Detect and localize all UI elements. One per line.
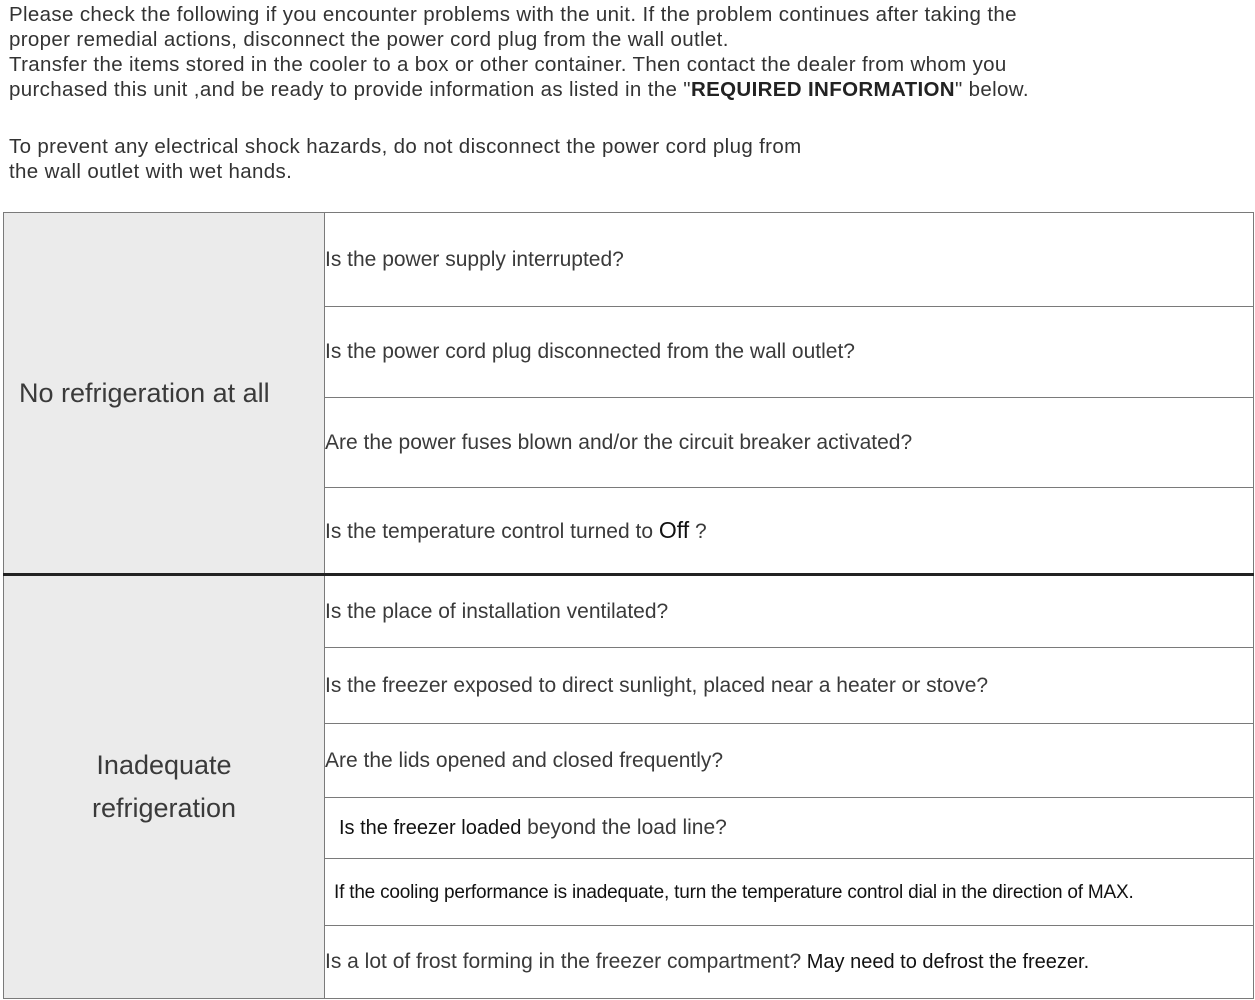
intro-p1-line2: proper remedial actions, disconnect the power cord plug from the wall outlet. xyxy=(9,28,729,51)
intro-text xyxy=(9,2,1249,184)
check-cell xyxy=(325,724,1254,798)
check-cell xyxy=(325,307,1254,398)
intro-paragraph-2 xyxy=(9,52,1249,102)
table-row xyxy=(4,575,1254,648)
cause-label: No refrigeration at all xyxy=(19,377,270,408)
check-cell xyxy=(325,488,1254,575)
warning-line1: To prevent any electrical shock hazards, do not disconnect the power cord plug from xyxy=(9,135,802,158)
check-cell xyxy=(325,926,1254,999)
check-text: Is a lot of frost forming in the freezer compartment? xyxy=(325,950,802,973)
check-text: Is the place of installation ventilated? xyxy=(325,599,669,623)
check-text: If the cooling performance is inadequate, turn the temperature control dial in the direction of MAX. xyxy=(334,882,1134,903)
check-cell xyxy=(325,398,1254,488)
intro-p1-line1: Please check the following if you encounter problems with the unit. If the problem continues after taking the xyxy=(9,3,1017,26)
check-text: Is the freezer loaded xyxy=(339,817,522,839)
check-cell xyxy=(325,798,1254,859)
check-text-suffix: ? xyxy=(689,520,707,543)
cause-label-line2: refrigeration xyxy=(91,793,237,823)
check-text-suffix: beyond the load line? xyxy=(521,816,727,839)
check-cell xyxy=(325,859,1254,926)
check-text: Is the temperature control turned to xyxy=(325,520,659,543)
check-cell xyxy=(325,213,1254,307)
remedy-text: May need to defrost the freezer. xyxy=(801,951,1090,973)
intro-paragraph-1 xyxy=(9,2,1249,52)
required-information-label: REQUIRED INFORMATION xyxy=(690,78,955,101)
warning-paragraph xyxy=(9,134,1249,184)
check-text: Are the power fuses blown and/or the circuit breaker activated? xyxy=(325,430,913,454)
warning-line2: the wall outlet with wet hands. xyxy=(9,160,293,183)
troubleshooting-table xyxy=(3,212,1254,999)
check-cell xyxy=(325,575,1254,648)
cause-cell-no-refrigeration xyxy=(4,213,325,575)
check-text: Is the power cord plug disconnected from the wall outlet? xyxy=(325,340,855,363)
check-text: Is the freezer exposed to direct sunlight, placed near a heater or stove? xyxy=(325,673,989,697)
cause-label-line1: Inadequate xyxy=(96,750,232,780)
table-row xyxy=(4,213,1254,307)
check-text: Are the lids opened and closed frequently? xyxy=(325,748,724,772)
intro-p2-line2-pre: purchased this unit ,and be ready to provide information as listed in the " xyxy=(9,78,691,101)
check-cell xyxy=(325,648,1254,724)
intro-p2-line1: Transfer the items stored in the cooler to a box or other container. Then contact the dealer from whom you xyxy=(9,53,1007,76)
off-setting-label: Off xyxy=(658,517,690,543)
check-text: Is the power supply interrupted? xyxy=(325,247,624,271)
intro-p2-line2-post: " below. xyxy=(954,78,1029,101)
cause-cell-inadequate-refrigeration xyxy=(4,575,325,999)
